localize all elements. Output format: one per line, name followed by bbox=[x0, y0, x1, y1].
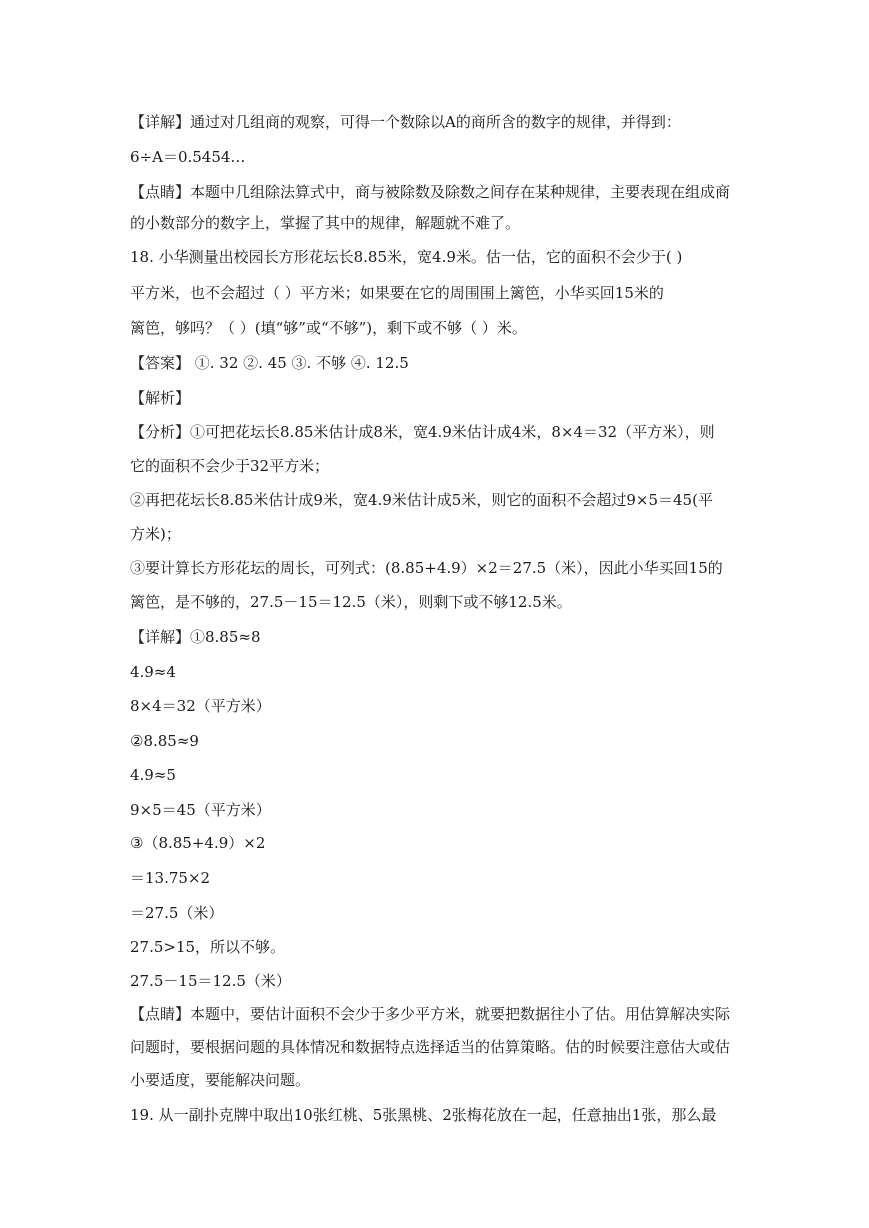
text-line: 27.5>15，所以不够。 bbox=[130, 938, 286, 956]
text-line: ②再把花坛长8.85米估计成9米，宽4.9米估计成5米，则它的面积不会超过9×5＝45(平 bbox=[130, 491, 713, 509]
text-line: 篱笆，是不够的，27.5－15＝12.5（米），则剩下或不够12.5米。 bbox=[130, 593, 572, 611]
text-line: 【点睛】本题中，要估计面积不会少于多少平方米，就要把数据往小了估。用估算解决实际 bbox=[130, 1005, 731, 1023]
text-line: 【详解】①8.85≈8 bbox=[130, 628, 261, 646]
text-line: 【点睛】本题中几组除法算式中，商与被除数及除数之间存在某种规律，主要表现在组成商 bbox=[130, 183, 731, 201]
question-19-line-1: 19. 从一副扑克牌中取出10张红桃、5张黑桃、2张梅花放在一起，任意抽出1张，那么最 bbox=[130, 1106, 717, 1124]
text-line: ＝13.75×2 bbox=[130, 869, 211, 887]
text-line: 4.9≈4 bbox=[130, 663, 176, 681]
text-line: 方米)； bbox=[130, 525, 181, 543]
text-line: ③要计算长方形花坛的周长，可列式：(8.85+4.9）×2＝27.5（米），因此小华买回15的 bbox=[130, 559, 723, 577]
text-line: ③（8.85+4.9）×2 bbox=[130, 834, 266, 852]
text-line: 小要适度，要能解决问题。 bbox=[130, 1071, 311, 1089]
text-line: ＝27.5（米） bbox=[130, 904, 224, 922]
question-18-line-1: 18. 小华测量出校园长方形花坛长8.85米，宽4.9米。估一估，它的面积不会少于( ) bbox=[130, 248, 683, 266]
answer-line: 【答案】 ①. 32 ②. 45 ③. 不够 ④. 12.5 bbox=[130, 354, 409, 372]
text-line: 它的面积不会少于32平方米； bbox=[130, 457, 330, 475]
question-18-line-2: 平方米，也不会超过（ ）平方米；如果要在它的周围围上篱笆，小华买回15米的 bbox=[130, 284, 664, 302]
text-line: 9×5＝45（平方米） bbox=[130, 801, 271, 819]
text-line: 6÷A＝0.5454… bbox=[130, 148, 246, 166]
text-line: 27.5－15＝12.5（米） bbox=[130, 972, 291, 990]
text-line: 【分析】①可把花坛长8.85米估计成8米，宽4.9米估计成4米，8×4＝32（平方米），则 bbox=[130, 423, 715, 441]
text-line: 8×4＝32（平方米） bbox=[130, 697, 271, 715]
text-line: 问题时，要根据问题的具体情况和数据特点选择适当的估算策略。估的时候要注意估大或估 bbox=[130, 1038, 731, 1056]
text-line: ②8.85≈9 bbox=[130, 732, 199, 750]
text-line: 4.9≈5 bbox=[130, 766, 176, 784]
text-line: 【详解】通过对几组商的观察，可得一个数除以A的商所含的数字的规律，并得到： bbox=[130, 113, 681, 131]
analysis-heading: 【解析】 bbox=[130, 389, 191, 407]
question-18-line-3: 篱笆，够吗？（ ）(填“够”或“不够”)，剩下或不够（ ）米。 bbox=[130, 319, 527, 337]
text-line: 的小数部分的数字上，掌握了其中的规律，解题就不难了。 bbox=[130, 214, 521, 232]
